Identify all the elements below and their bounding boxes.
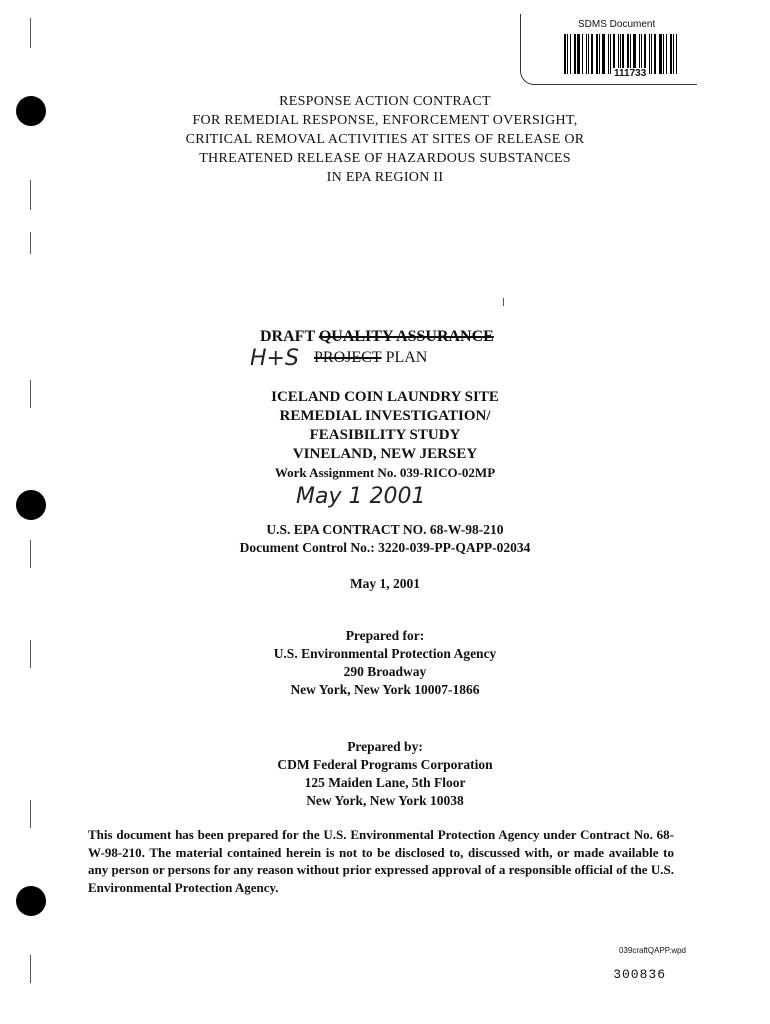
barcode-bar	[588, 34, 589, 74]
barcode-bar	[610, 34, 611, 74]
struck-project: PROJECT	[314, 349, 382, 366]
plan-title-line-2	[314, 349, 427, 367]
document-date: May 1, 2001	[349, 576, 421, 591]
site-line: FEASIBILITY STUDY	[309, 427, 461, 443]
work-assignment: Work Assignment No. 039-RICO-02MP	[274, 465, 496, 480]
prepared-for-line: U.S. Environmental Protection Agency	[273, 646, 497, 661]
prepared-by-line: CDM Federal Programs Corporation	[277, 757, 493, 772]
site-line: VINELAND, NEW JERSEY	[292, 446, 478, 462]
site-line: ICELAND COIN LAUNDRY SITE	[271, 389, 499, 405]
prepared-for-line: New York, New York 10007-1866	[290, 682, 480, 697]
contract-header	[0, 92, 770, 187]
header-line: THREATENED RELEASE OF HAZARDOUS SUBSTANCES	[199, 151, 571, 166]
struck-quality-assurance: QUALITY ASSURANCE	[318, 328, 494, 345]
edge-mark	[30, 955, 31, 983]
header-line: RESPONSE ACTION CONTRACT	[279, 94, 491, 109]
site-title	[0, 388, 770, 464]
confidentiality-notice: This document has been prepared for the U.S. Environmental Protection Agency under Contract No. 68-W-98-210. The material contained herein is not to be disclosed to, discussed with, or made available to any person or persons for any reason without prior expressed approval of a responsible official of the U.S. Environmental Protection Agency.	[88, 827, 674, 895]
barcode-bar	[659, 34, 662, 74]
page-number: 300836	[613, 967, 666, 982]
barcode-bar	[663, 34, 664, 74]
edge-mark	[503, 298, 504, 306]
site-line: REMEDIAL INVESTIGATION/	[279, 408, 491, 424]
barcode-bar	[596, 34, 598, 74]
barcode-bar	[574, 34, 576, 74]
barcode-bar	[577, 34, 580, 74]
barcode-bar	[666, 34, 667, 74]
prepared-for	[0, 627, 770, 699]
plan-label: PLAN	[385, 349, 428, 366]
plan-title-line-1	[260, 328, 494, 346]
barcode-bar	[602, 34, 605, 74]
prepared-by-label: Prepared by:	[347, 739, 423, 754]
binder-hole	[16, 886, 46, 916]
header-line: IN EPA REGION II	[326, 170, 444, 185]
barcode-bar	[570, 34, 571, 74]
barcode-bar	[608, 34, 609, 74]
contract-number: U.S. EPA CONTRACT NO. 68-W-98-210	[266, 522, 504, 537]
prepared-by	[0, 738, 770, 810]
barcode-bar	[582, 34, 583, 74]
stamp-title: SDMS Document	[578, 19, 656, 30]
barcode-bar	[564, 34, 566, 74]
barcode-bar	[586, 34, 587, 74]
barcode-bar	[670, 34, 672, 74]
barcode-bar	[599, 34, 600, 74]
edge-mark	[30, 18, 31, 48]
document-control-number: Document Control No.: 3220-039-PP-QAPP-02034	[239, 540, 531, 555]
barcode-bar	[649, 34, 650, 74]
header-line: CRITICAL REMOVAL ACTIVITIES AT SITES OF RELEASE OR	[185, 132, 585, 147]
header-line: FOR REMEDIAL RESPONSE, ENFORCEMENT OVERSIGHT,	[192, 113, 578, 128]
barcode-bar	[591, 34, 593, 74]
barcode-bar	[651, 34, 652, 74]
binder-hole	[16, 490, 46, 520]
stamp-number: 111733	[614, 68, 647, 79]
edge-mark	[30, 232, 31, 254]
prepared-by-line: 125 Maiden Lane, 5th Floor	[304, 775, 466, 790]
prepared-for-label: Prepared for:	[345, 628, 425, 643]
sdms-barcode-stamp	[520, 14, 698, 86]
barcode-bar	[673, 34, 674, 74]
file-name: 039craftQAPP.wpd	[618, 946, 686, 955]
prepared-for-line: 290 Broadway	[343, 664, 427, 679]
handwritten-hs: H+S	[250, 346, 299, 371]
draft-label: DRAFT	[260, 328, 315, 345]
handwritten-date: May 1 2001	[296, 484, 426, 509]
barcode-bar	[654, 34, 656, 74]
barcode-bar	[567, 34, 568, 74]
prepared-by-line: New York, New York 10038	[306, 793, 464, 808]
barcode-bar	[676, 34, 677, 74]
